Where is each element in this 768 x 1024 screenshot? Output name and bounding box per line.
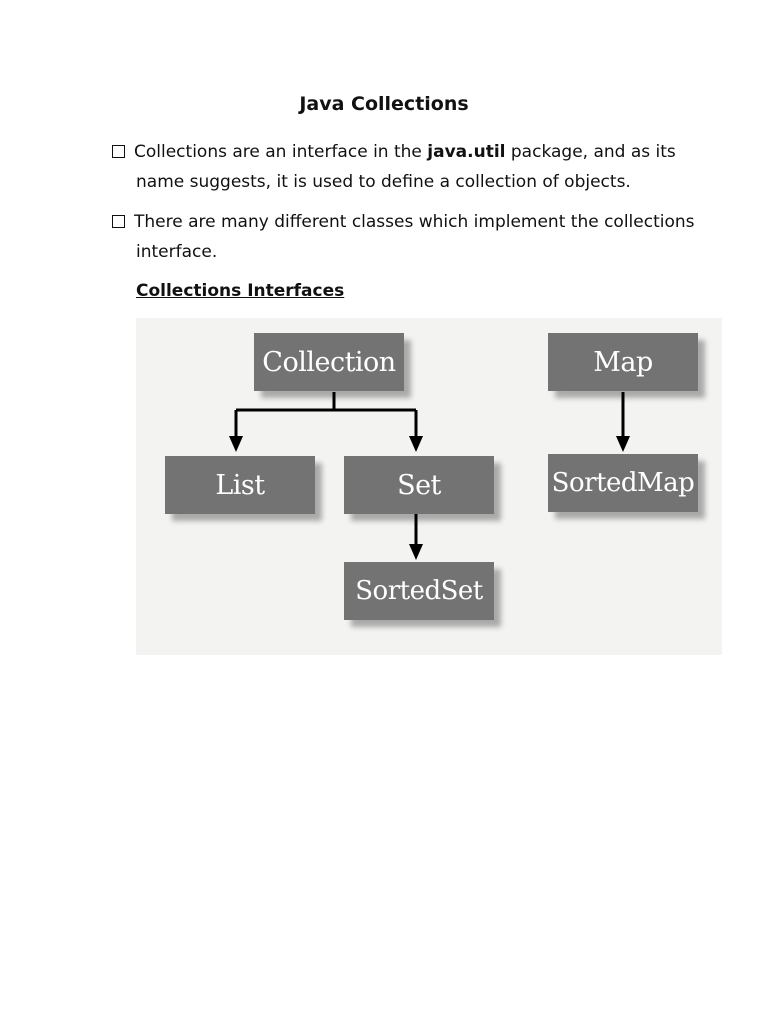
set-node: Set xyxy=(344,456,494,514)
text-run: name suggests, it is used to define a collection of objects. xyxy=(136,171,631,192)
text-run: Collections are an interface in the xyxy=(134,142,428,162)
checkbox-bullet-icon xyxy=(112,145,125,158)
list-node: List xyxy=(165,456,315,514)
bullet-paragraph-1 xyxy=(112,138,702,197)
edge-collection-set xyxy=(409,410,423,452)
bullet-line xyxy=(112,238,702,268)
map-node: Map xyxy=(548,333,698,391)
edge-map-sortedmap xyxy=(616,392,630,452)
bullet-line xyxy=(112,208,702,238)
text-run: package, and as its xyxy=(505,142,676,162)
bullet-line xyxy=(112,168,702,198)
section-title: Collections Interfaces xyxy=(136,281,345,301)
bullet-paragraph-2 xyxy=(112,208,702,267)
sortedset-node: SortedSet xyxy=(344,562,494,620)
edge-set-sortedset xyxy=(409,514,423,560)
text-run: There are many different classes which implement the collections xyxy=(134,212,695,232)
bold-text-run: java.util xyxy=(427,142,506,162)
document-title: Java Collections xyxy=(299,93,469,115)
text-run: interface. xyxy=(136,241,218,262)
collection-node: Collection xyxy=(254,333,404,391)
bullet-line xyxy=(112,138,702,168)
collections-hierarchy-diagram xyxy=(136,318,722,655)
sortedmap-node: SortedMap xyxy=(548,454,698,512)
edge-collection-list xyxy=(229,392,416,452)
checkbox-bullet-icon xyxy=(112,215,125,228)
